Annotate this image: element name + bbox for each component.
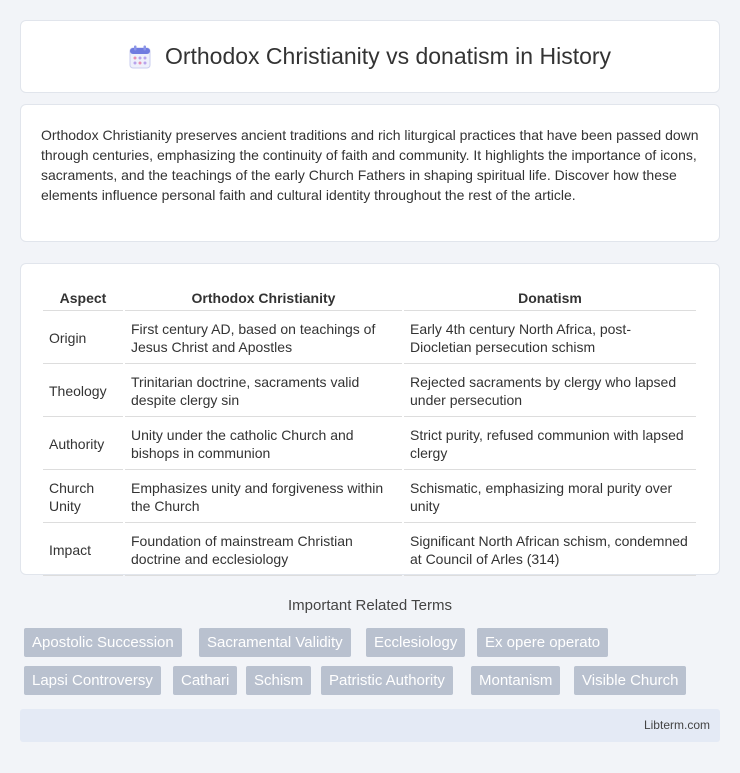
cell-orthodox: First century AD, based on teachings of Jesus Christ and Apostles xyxy=(125,313,402,364)
calendar-icon xyxy=(129,45,151,69)
footer xyxy=(20,709,720,742)
tag-apostolic-succession[interactable]: Apostolic Succession xyxy=(24,628,182,657)
header-aspect: Aspect xyxy=(43,286,123,311)
table-header-row xyxy=(43,286,696,311)
cell-orthodox: Emphasizes unity and forgiveness within the Church xyxy=(125,472,402,523)
cell-orthodox: Foundation of mainstream Christian doctrine and ecclesiology xyxy=(125,525,402,576)
table-row xyxy=(43,472,696,523)
cell-aspect: Church Unity xyxy=(43,472,123,523)
comparison-table xyxy=(41,284,698,578)
tag-patristic-authority[interactable]: Patristic Authority xyxy=(321,666,453,695)
intro-text: Orthodox Christianity preserves ancient traditions and rich liturgical practices that have been passed down through centuries, emphasizing the continuity of faith and community. It highlights the importance of icons, sacraments, and the teachings of the early Church Fathers in shaping spiritual life. Discover how these elements influence personal faith and cultural identity throughout the rest of the article. xyxy=(41,127,699,203)
page-title: Orthodox Christianity vs donatism in History xyxy=(164,43,612,69)
comparison-card xyxy=(20,263,720,575)
tag-ecclesiology[interactable]: Ecclesiology xyxy=(366,628,465,657)
tag-lapsi-controversy[interactable]: Lapsi Controversy xyxy=(24,666,161,695)
cell-orthodox: Trinitarian doctrine, sacraments valid despite clergy sin xyxy=(125,366,402,417)
tag-montanism[interactable]: Montanism xyxy=(471,666,560,695)
cell-aspect: Theology xyxy=(43,366,123,417)
cell-donatism: Early 4th century North Africa, post-Diocletian persecution schism xyxy=(404,313,696,364)
table-row xyxy=(43,313,696,364)
intro-card xyxy=(20,104,720,242)
table-row xyxy=(43,525,696,576)
cell-aspect: Authority xyxy=(43,419,123,470)
tag-sacramental-validity[interactable]: Sacramental Validity xyxy=(199,628,351,657)
tag-visible-church[interactable]: Visible Church xyxy=(574,666,686,695)
cell-aspect: Impact xyxy=(43,525,123,576)
tag-cathari[interactable]: Cathari xyxy=(173,666,237,695)
related-terms-title: Important Related Terms xyxy=(288,597,452,614)
cell-orthodox: Unity under the catholic Church and bishops in communion xyxy=(125,419,402,470)
tag-ex-opere-operato[interactable]: Ex opere operato xyxy=(477,628,608,657)
cell-donatism: Significant North African schism, condemned at Council of Arles (314) xyxy=(404,525,696,576)
cell-donatism: Schismatic, emphasizing moral purity over unity xyxy=(404,472,696,523)
cell-donatism: Rejected sacraments by clergy who lapsed under persecution xyxy=(404,366,696,417)
table-row xyxy=(43,366,696,417)
header-donatism: Donatism xyxy=(404,286,696,311)
header-orthodox: Orthodox Christianity xyxy=(125,286,402,311)
table-row xyxy=(43,419,696,470)
title-card xyxy=(20,20,720,93)
tag-schism[interactable]: Schism xyxy=(246,666,311,695)
cell-aspect: Origin xyxy=(43,313,123,364)
footer-site-link[interactable]: Libterm.com xyxy=(643,718,710,732)
cell-donatism: Strict purity, refused communion with lapsed clergy xyxy=(404,419,696,470)
